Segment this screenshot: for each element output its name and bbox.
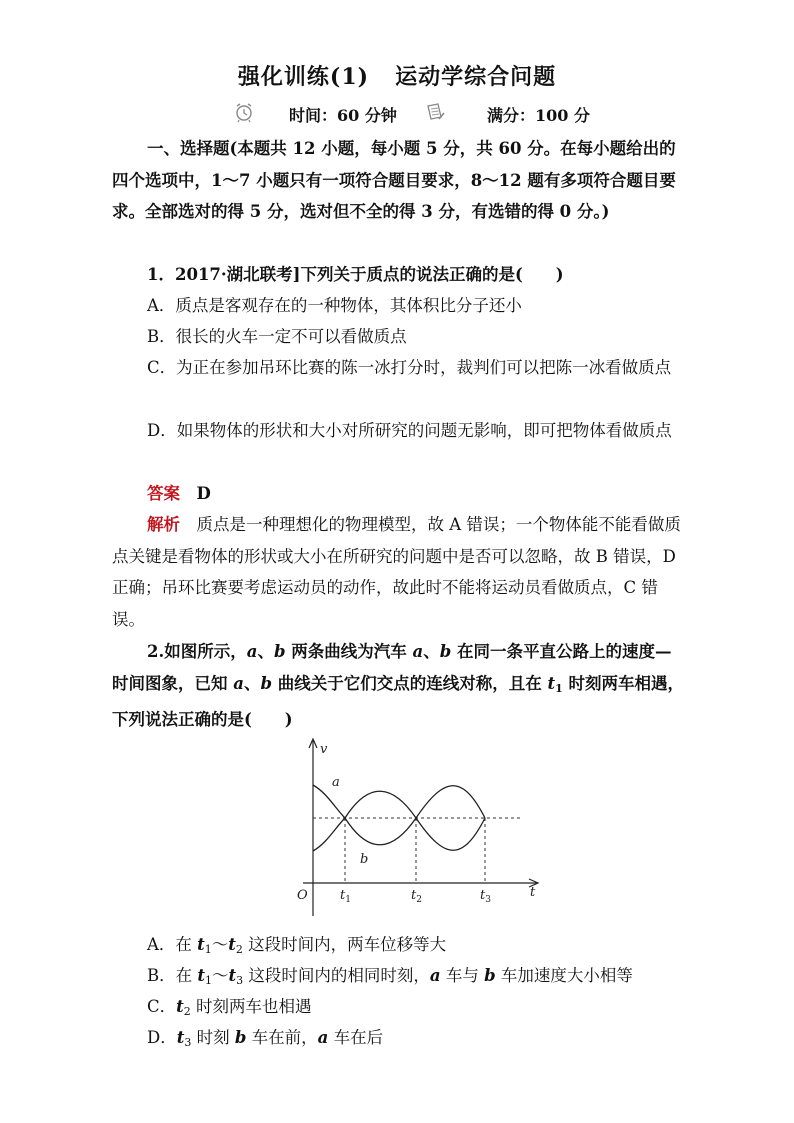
q1-option-d: D．如果物体的形状和大小对所研究的问题无影响，即可把物体看做质点: [147, 421, 672, 440]
q1-analysis: [112, 509, 686, 635]
q2-option-c: C．$t_2$ 时刻两车也相遇: [147, 997, 312, 1018]
curve-b: [313, 818, 485, 851]
tick-t3: $t_3$: [480, 888, 491, 905]
q1-option-b: B．很长的火车一定不可以看做质点: [147, 327, 407, 346]
q2-stem: 2.如图所示，a、b 两条曲线为汽车 a、b 在同一条平直公路上的速度—时间图象，已知 a、b 曲线关于它们交点的连线对称，且在 $t_1$ 时刻两车相遇，下列说法正确的是( ): [112, 642, 685, 729]
q2-option-a: A．在 $t_1\sim t_2$ 这段时间内，两车位移等大: [147, 935, 447, 956]
curve-b-label: b: [360, 852, 369, 867]
x-axis-label: t: [530, 885, 536, 900]
tick-t2: $t_2$: [411, 888, 422, 905]
answer-value: D: [196, 484, 211, 503]
y-axis-label: v: [320, 742, 328, 757]
section-heading: 一、选择题(本题共 12 小题，每小题 5 分，共 60 分。在每小题给出的四个选项中，1～7 小题只有一项符合题目要求，8～12 题有多项符合题目要求。全部选对的得 5 分，选对但不全的得 3 分，有选错的得 0 分。): [112, 139, 676, 221]
alarm-clock-icon: [233, 101, 255, 123]
analysis-text: 质点是一种理想化的物理模型，故 A 错误；一个物体能不能看做质点关键是看物体的形状或大小在所研究的问题中是否可以忽略，故 B 错误，D 正确；吊环比赛要考虑运动员的动作，故此时不能将运动员看做质点，C 错误。: [112, 515, 681, 629]
q1-stem: 1．2017·湖北联考]下列关于质点的说法正确的是( ): [147, 265, 564, 284]
q1-option-c: C．为正在参加吊环比赛的陈一冰打分时，裁判们可以把陈一冰看做质点: [147, 358, 672, 377]
velocity-time-chart: [285, 733, 545, 923]
paper-pen-icon: [424, 101, 446, 123]
q1-answer: [147, 478, 686, 510]
exam-meta: [0, 101, 794, 129]
tick-t1: $t_1$: [340, 888, 351, 905]
title-left: 强化训练(1): [237, 64, 370, 90]
score-label: 满分：100 分: [487, 106, 590, 125]
analysis-label: 解析: [147, 515, 180, 534]
origin-label: O: [297, 888, 308, 903]
q2-option-d: D．$t_3$ 时刻 b 车在前，a 车在后: [147, 1028, 384, 1049]
q1-option-a: A．质点是客观存在的一种物体，其体积比分子还小: [147, 296, 522, 315]
time-label: 时间：60 分钟: [289, 106, 397, 125]
q2-option-b: B．在 $t_1\sim t_3$ 这段时间内的相同时刻，a 车与 b 车加速度大小相等: [147, 966, 633, 987]
curve-a-label: a: [332, 775, 340, 790]
answer-label: 答案: [147, 484, 180, 503]
page-title: [0, 60, 794, 91]
title-right: 运动学综合问题: [395, 64, 557, 90]
